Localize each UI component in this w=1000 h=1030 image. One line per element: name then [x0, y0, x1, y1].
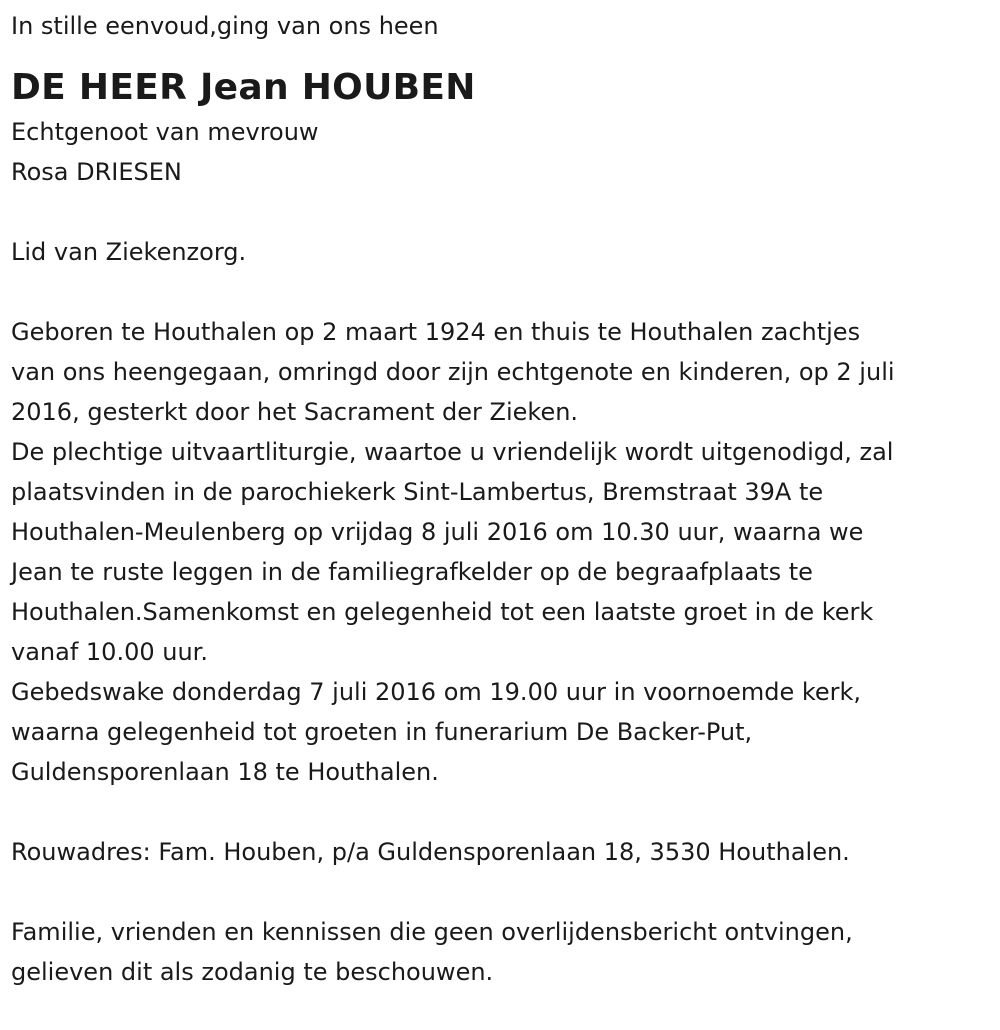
body-line: Gebedswake donderdag 7 juli 2016 om 19.00 uur in voornoemde kerk, [11, 678, 862, 706]
spouse-block [11, 112, 1000, 192]
body-line: van ons heengegaan, omringd door zijn echtgenote en kinderen, op 2 juli [11, 358, 895, 386]
spacer [11, 872, 1000, 912]
body-line: Guldensporenlaan 18 te Houthalen. [11, 758, 439, 786]
deceased-name: DE HEER Jean HOUBEN [11, 67, 476, 108]
body-line: Houthalen.Samenkomst en gelegenheid tot een laatste groet in de kerk [11, 598, 874, 626]
body-line: Houthalen-Meulenberg op vrijdag 8 juli 2016 om 10.30 uur, waarna we [11, 518, 864, 546]
closing-block [11, 912, 1000, 992]
body-line: Jean te ruste leggen in de familiegrafkelder op de begraafplaats te [11, 558, 813, 586]
body-line: plaatsvinden in de parochiekerk Sint-Lambertus, Bremstraat 39A te [11, 478, 824, 506]
address-line: Rouwadres: Fam. Houben, p/a Guldensporenlaan 18, 3530 Houthalen. [11, 838, 850, 866]
body-line: waarna gelegenheid tot groeten in funerarium De Backer-Put, [11, 718, 753, 746]
body-line: 2016, gesterkt door het Sacrament der Zieken. [11, 398, 579, 426]
spacer [11, 792, 1000, 832]
spacer [11, 272, 1000, 312]
membership-line: Lid van Ziekenzorg. [11, 238, 247, 266]
body-text [11, 312, 1000, 792]
closing-line: gelieven dit als zodanig te beschouwen. [11, 958, 494, 986]
body-line: De plechtige uitvaartliturgie, waartoe u vriendelijk wordt uitgenodigd, zal [11, 438, 894, 466]
spouse-line: Echtgenoot van mevrouw [11, 118, 319, 146]
closing-line: Familie, vrienden en kennissen die geen overlijdensbericht ontvingen, [11, 918, 853, 946]
spacer [11, 192, 1000, 232]
body-line: vanaf 10.00 uur. [11, 638, 208, 666]
spouse-name: Rosa DRIESEN [11, 158, 182, 186]
body-line: Geboren te Houthalen op 2 maart 1924 en thuis te Houthalen zachtjes [11, 318, 861, 346]
opening-line: In stille eenvoud,ging van ons heen [11, 12, 439, 40]
